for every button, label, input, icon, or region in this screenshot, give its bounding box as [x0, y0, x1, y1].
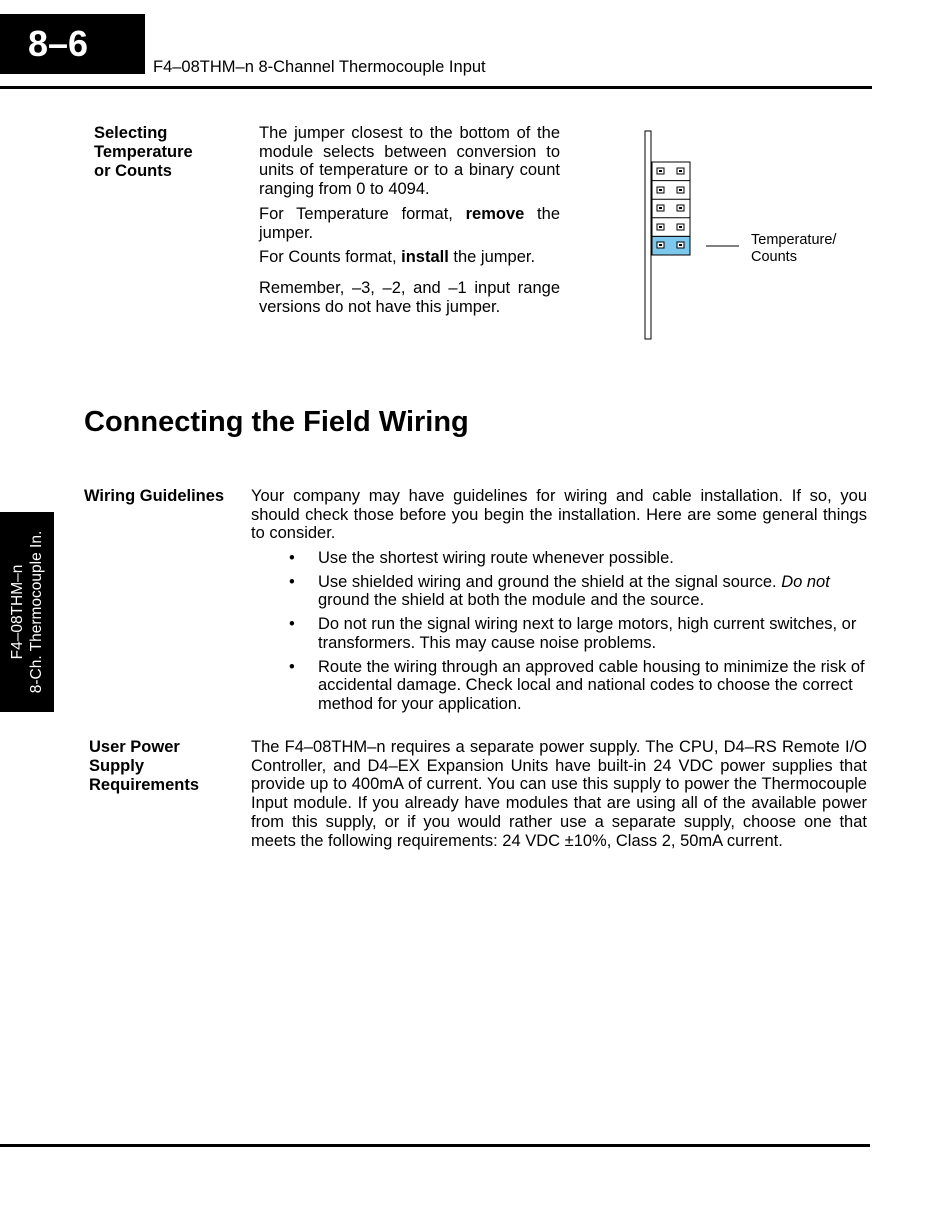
- selecting-paragraph-4: Remember, –3, –2, and –1 input range versions do not have this jumper.: [259, 278, 560, 316]
- selecting-paragraph-3: [259, 248, 560, 267]
- selecting-paragraph-1: The jumper closest to the bottom of the module selects between conversion to units of temperature or to a binary count ranging from 0 to 4094.: [259, 124, 560, 199]
- list-item: [289, 658, 867, 714]
- list-item: [289, 573, 867, 610]
- bullet-marker: •: [289, 572, 295, 591]
- chapter-side-tab: [0, 512, 54, 712]
- list-item: [289, 615, 867, 652]
- jumper-callout-label: [751, 232, 836, 266]
- selecting-heading-line: Temperature: [94, 143, 193, 161]
- page-number: 8–6: [0, 14, 145, 74]
- emphasis-do-not: Do not: [781, 572, 830, 591]
- text-run: the jumper.: [259, 204, 560, 242]
- circuit-board-edge: [645, 131, 651, 339]
- emphasis-remove: remove: [465, 204, 525, 223]
- header-rule: [0, 86, 872, 89]
- bullet-marker: •: [289, 657, 295, 676]
- side-tab-text: [8, 531, 46, 694]
- side-tab-line-2: 8-Ch. Thermocouple In.: [28, 530, 45, 694]
- power-heading: [89, 738, 199, 795]
- list-item-text: Route the wiring through an approved cable housing to minimize the risk of accidental damage. Check local and national codes to choose the correct method for your application.: [318, 657, 865, 713]
- selecting-heading-line: or Counts: [94, 162, 172, 180]
- power-heading-line: Requirements: [89, 776, 200, 794]
- emphasis-install: install: [401, 248, 449, 267]
- power-heading-line: Supply: [89, 757, 145, 775]
- jumper-label-line: Temperature/: [751, 232, 837, 248]
- power-body: The F4–08THM–n requires a separate power supply. The CPU, D4–RS Remote I/O Controller, and D4–EX Expansion Units have built-in 24 VDC power supplies that provide up to 400mA of current. You can use this supply to power the Thermocouple Input module. If you already have modules that are using all of the available power from this supply, or if you would rather use a separate supply, choose one that meets the following requirements: 24 VDC ±10%, Class 2, 50mA current.: [251, 738, 867, 850]
- text-run: Use shielded wiring and ground the shield at the signal source.: [318, 572, 782, 591]
- text-run: ground the shield at both the module and the source.: [318, 591, 705, 610]
- selecting-body: [259, 124, 560, 322]
- bullet-marker: •: [289, 549, 295, 567]
- selecting-heading-line: Selecting: [94, 124, 168, 142]
- list-item-text: Do not run the signal wiring next to large motors, high current switches, or transformers. This may cause noise problems.: [318, 615, 857, 652]
- power-heading-line: User Power: [89, 738, 180, 756]
- footer-rule: [0, 1144, 870, 1147]
- selecting-paragraph-2: [259, 205, 560, 242]
- header-title: F4–08THM–n 8-Channel Thermocouple Input: [153, 58, 486, 76]
- jumper-label-line: Counts: [751, 249, 797, 265]
- wiring-intro: Your company may have guidelines for wiring and cable installation. If so, you should check those before you begin the installation. Here are some general things to consider.: [251, 487, 867, 543]
- wiring-heading: Wiring Guidelines: [84, 487, 225, 505]
- section-title: Connecting the Field Wiring: [84, 406, 469, 438]
- text-run: For Counts format,: [259, 248, 402, 267]
- side-tab-line-1: F4–08THM–n: [9, 564, 26, 660]
- bullet-marker: •: [289, 615, 295, 634]
- text-run: For Temperature format,: [259, 204, 466, 223]
- text-run: the jumper.: [448, 248, 536, 267]
- wiring-guidelines-list: [289, 549, 867, 719]
- selecting-heading: [94, 124, 193, 181]
- list-item: [289, 549, 867, 568]
- list-item-text: Use the shortest wiring route whenever possible.: [318, 549, 674, 567]
- jumper-row-temperature-counts: [652, 236, 690, 255]
